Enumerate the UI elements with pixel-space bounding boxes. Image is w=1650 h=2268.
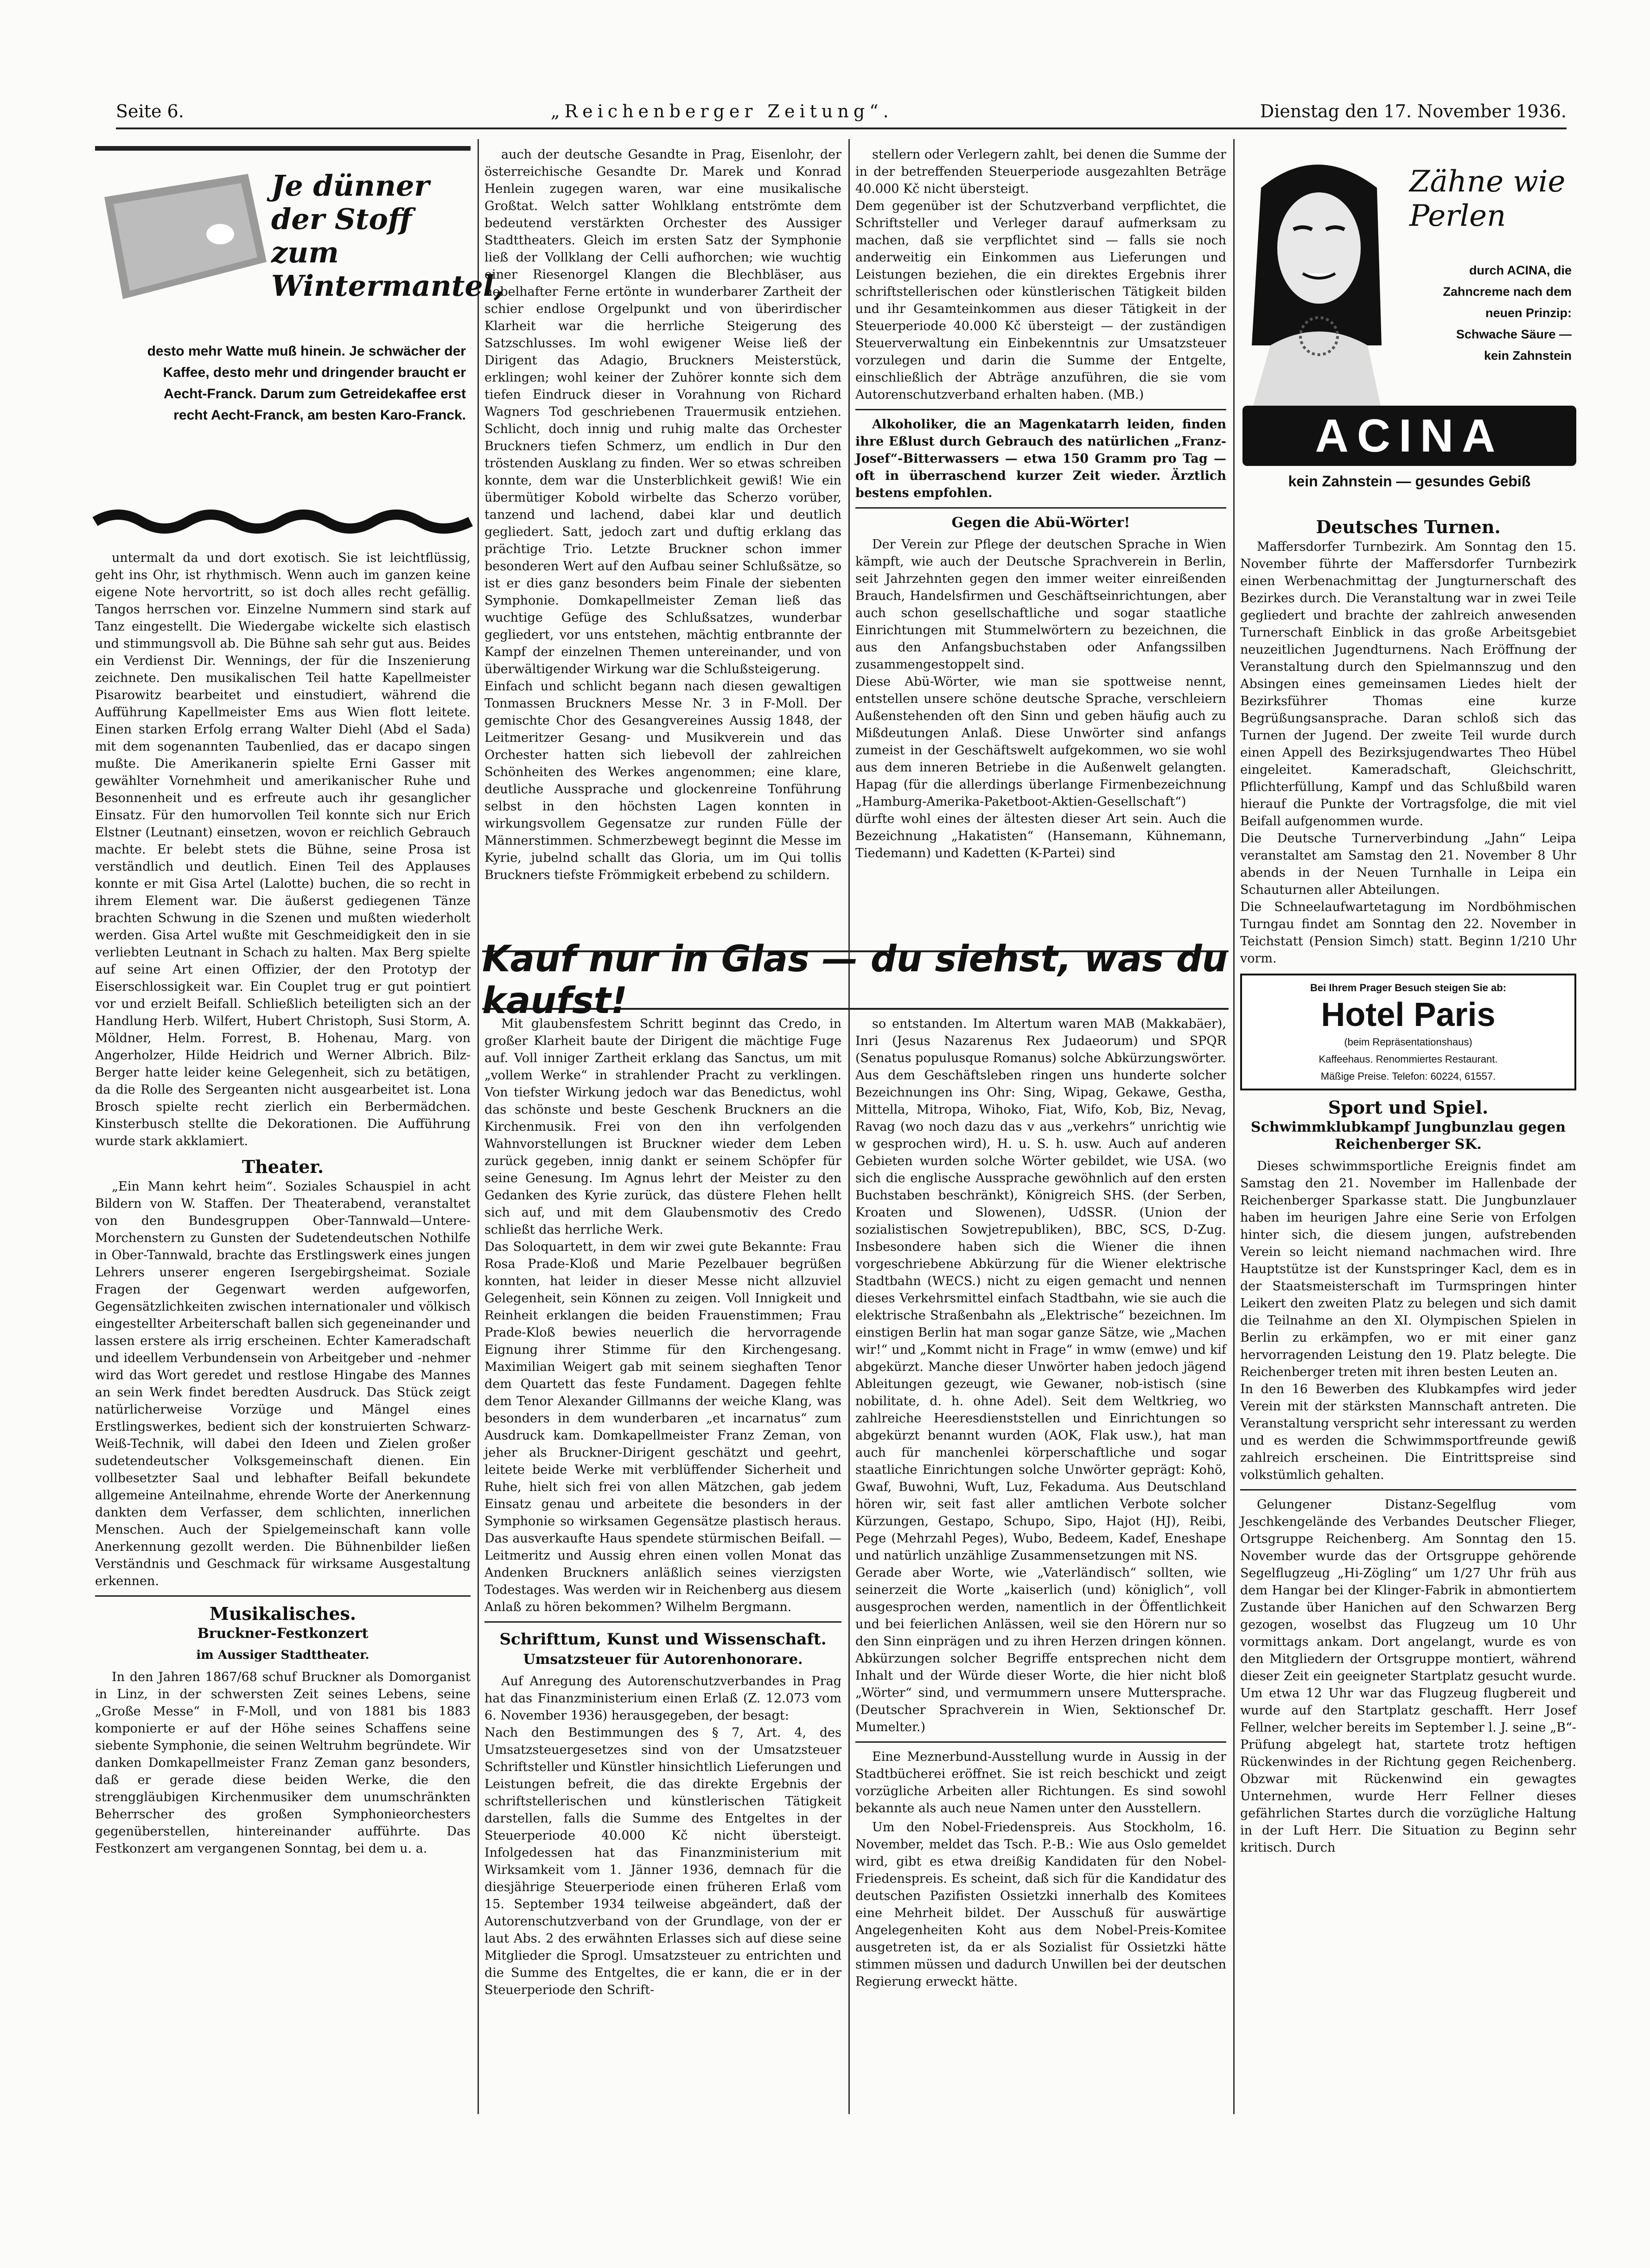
section-title-literature: Schrifttum, Kunst und Wissenschaft. xyxy=(499,1630,827,1649)
column-rule xyxy=(848,139,850,2114)
hotel-advertisement xyxy=(1240,974,1576,1090)
hotel-features: Kaffeehaus. Renommiertes Restaurant. xyxy=(1319,1053,1498,1065)
swimming-article: Dieses schwimmsportliche Ereignis findet am Samstag den 21. November im Hallenbade der Reichenberger Sparkasse statt. Die Jungbunzlauer haben im heurigen Jahre eine Serie von Erfolgen hinter sich, die diesem jungen, aufstrebenden Verein so leicht niemand nachmachen wird. Ihre Hauptstütze ist der Kunstspringer Kacl, dem es in der Staatsmeisterschaft im Turmspringen hinter Leikert den zweiten Platz zu belegen und sich damit die Teilnahme an den XI. Olympischen Spielen in Berlin zu erkämpfen, wo er mit einer ganz hervorragenden Leistung den 19. Platz belegte. Die Reichenberger treten mit ihren besten Leuten an. In den 16 Bewerben des Klubkampfes wird jeder Verein mit der stärksten Mannschaft antreten. Die Veranstaltung verspricht sehr interessant zu werden und es werden die Schwimmsportfreunde gewiß zahlreich erscheinen. Die Eintrittspreise sind volkstümlich gehalten. xyxy=(1240,1159,1576,1482)
nobel-notice: Um den Nobel-Friedenspreis. Aus Stockholm, 16. November, meldet das Tsch. P.-B.: Wie aus Oslo gemeldet wird, gibt es etwa dreißig Kandidaten für den Nobel-Friedenspreis. Es scheint, daß sich für die Kandidatur des deutschen Pazifisten Ossietzki innerhalb des Komitees eine Mehrheit bildet. Der Ausschuß für auswärtige Angelegenheiten Koht aus dem Nobel-Preis-Komitee ausgetreten ist, da er als Sozialist für Ossietzki hätte stimmen müssen und dadurch Unwillen bei der deutschen Regierung erweckt hätte. xyxy=(855,1820,1226,1989)
divider xyxy=(1240,1489,1576,1491)
column-4 xyxy=(1240,510,1576,2116)
hotel-ad-intro: Bei Ihrem Prager Besuch steigen Sie ab: xyxy=(1310,982,1507,994)
divider xyxy=(855,1741,1226,1743)
divider xyxy=(484,1621,841,1623)
acina-brand: ACINA xyxy=(1315,409,1504,462)
ad-headline: Je dünner der Stoff zum Wintermantel, xyxy=(271,169,504,303)
bruckner-article-start: In den Jahren 1867/68 schuf Bruckner als Domorganist in Linz, in der schwersten Zeit seines Lebens, seine „Große Messe“ in F-Moll, und von 1881 bis 1883 komponierte er auf der Höhe seines Schaffens seine siebente Symphonie, die seinen Weltruhm begründete. Wir danken Domkapellmeister Franz Zeman ganz besonders, daß er gerade diese beiden Werke, die den strenggläubigen Kirchenmusiker dem unumschränkten Beherrscher des großen Symphonieorchesters gegenüberstellen, hintereinander aufführte. Das Festkonzert am vergangenen Sonntag, bei dem u. a. xyxy=(95,1670,471,1856)
bruckner-article-continued: auch der deutsche Gesandte in Prag, Eisenlohr, der österreichische Gesandte Dr. Marek und Konrad Henlein zugegen waren, war eine musikalische Großtat. Welch satter Wohlklang entströmte dem bedeutend verstärkten Orchester des Aussiger Stadttheaters. Gleich im ersten Satz der Symphonie ließ der Vollklang der Celli aufhorchen; wie wuchtig einer Riesenorgel Klangen die Blechbläser, aus nebelhafter Ferne ertönte in wunderbarer Zartheit der schier endlose Orgelpunkt und von überirdischer Klarheit war die herrliche Steigerung des Satzschlusses. Im wohl ewigener Weise ließ der Dirigent das Adagio, Bruckners Meisterstück, erklingen; wohl keiner der Zuhörer konnte sich dem tiefen Eindruck dieser in Vorahnung von Richard Wagners Tod geschriebenen Trauermusik entziehen. Schlicht, doch innig und ruhig malte das Orchester Bruckners tiefen Schmerz, um endlich in Dur den tröstenden Ausklang zu finden. Wer so etwas schreiben konnte, dem war die Unsterblichkeit gewiß! Wie ein übermütiger Kobold wirbelte das Scherzo vorüber, tanzend und lachend, dabei klar und deutlich gegliedert. Satt, jedoch zart und duftig erklang das prächtige Trio. Letzte Bruckner schon immer besonderen Wert auf den Aufbau seiner Schlußsätze, so ist er dies ganz besonders beim Finale der siebenten Symphonie. Domkapellmeister Zeman ließ das wuchtige Gefüge des Schlußsatzes, wunderbar gegliedert, vor uns entstehen, mächtig entbrannte der Kampf der einzelnen Themen untereinander, und von überwältigender Wirkung war die Schlußsteigerung. Einfach und schlicht begann nach diesen gewaltigen Tonmassen Bruckners Messe Nr. 3 in F-Moll. Der gemischte Chor des Gesangvereines Aussig 1848, der Leitmeritzer Gesang- und Musikverein und das Orchester hatten sich liebevoll der zahlreichen Schönheiten des Werkes angenommen; eine klare, deutliche Aussprache und glockenreine Tonführung selbst in den höchsten Lagen konnten in wirkungsvollem Gegensatze zur runden Fülle der Männerstimmen. Schmerzbewegt beginnt die Messe im Kyrie, jubelnd schallt das Gloria, um im Qui tollis Bruckners tiefste Frömmigkeit erbebend zu schildern. xyxy=(484,147,841,882)
glider-article: Gelungener Distanz-Segelflug vom Jeschkengelände des Verbandes Deutscher Flieger, Ortsgruppe Reichenberg. Am Sonntag den 15. November wurde das der Ortsgruppe gehörende Segelflugzeug „Hi-Zögling“ um 1/27 Uhr früh aus dem Hangar bei der Klinger-Fabrik in abmontiertem Zustande über Hanichen auf den Schwarzen Berg gezogen, woselbst das Flugzeug um 10 Uhr vormittags ankam. Dort angelangt, wurde es von den Mitgliedern der Ortsgruppe montiert, während dieser Zeit ein geeigneter Startplatz gesucht wurde. Um etwa 12 Uhr war das Flugzeug flugbereit und wurde auf den Startplatz geschafft. Herr Josef Fellner, welcher bereits im September l. J. seine „B“-Prüfung abgelegt hat, startete trotz heftigen Rückenwindes in der Richtung gegen Reichenberg. Obzwar mit Rückenwind ein gewagtes Unternehmen, wurde Herr Fellner dieses gefährlichen Startes durch die vorzügliche Haltung in der Luft Herr. Die Situation zu Beginn sehr kritisch. Durch xyxy=(1240,1497,1576,1855)
ad-body: desto mehr Watte muß hinein. Je schwächer der Kaffee, desto mehr und dringender braucht er Aecht-Franck. Darum zum Getreidekaffee erst recht Aecht-Franck, am besten Karo-Franck. xyxy=(147,344,466,423)
divider xyxy=(855,409,1226,410)
page-number: Seite 6. xyxy=(116,101,184,121)
abbreviation-article-continued: so entstanden. Im Altertum waren MAB (Makkabäer), Inri (Jesus Nazarenus Rex Judaeorum) und SPQR (Senatus populusque Romanus) solche Abkürzungswörter. Aus dem Geschäftsleben ringen uns hunderte solcher Bezeichnungen ins Ohr: Sing, Wipag, Gekawe, Gestha, Mittella, Mitropa, Wihoko, Fiat, Wifo, Kob, Biz, Nevag, Ravag (wo noch dazu das v aus „verkehrs“ unrichtig wie w gesprochen wird), H. u. S. h. usw. Auch auf anderen Gebieten wurden solche Wörter gebildet, wie USA. (wo sich die englische Aussprache gewöhnlich auf den ersten Buchstaben beschränkt), Königreich SHS. (der Serben, Kroaten und Slowenen), UdSSR. (Union der sozialistischen Sowjetrepubliken), BBC, SCS, D-Zug. Insbesondere haben sich die Wiener die ihnen vorgeschriebene Abkürzung für die Wiener elektrische Stadtbahn (WECS.) nicht zu eigen gemacht und nennen dieses Verkehrsmittel einfach Stadtbahn, wie sie auch die elektrische Straßenbahn als „Elektrische“ bezeichnen. Im einstigen Berlin hat man sogar ganze Sätze, wie „Machen wir!“ und „Kommt nicht in Frage“ in wmw (emwe) und kif abgekürzt. Manche dieser Unwörter haben jedoch jägend Ableitungen gezeugt, wie Gewaner, nob-istisch (sine nobilitate, d. h. ohne Adel). Seit dem Weltkrieg, wo zahlreiche Heeresdienststellen und Einrichtungen so abgekürzt benannt wurden (AOK, Flak usw.), hat man auch für manchenlei körperschaftliche und sogar staatliche Einrichtungen solche Unwörter geprägt: Kohö, Gwaf, Buwohni, Wuft, Luz, Fekaduma. Aus Deutschland hören wir, seit fast aller amtlichen Verbote solcher Kürzungen, Gestapo, Schupo, Sipo, Hajot (HJ), Reibi, Pege (Mehrzahl Peges), Wubo, Bedeem, Kadef, Eneshape und natürlich unzählige Zusammensetzungen mit NS. Gerade aber Worte, wie „Vaterländisch“ sollten, wie seinerzeit die Worte „kaiserlich (und) königlich“, voll ausgesprochen werden, namentlich in der Öffentlichkeit und bei feierlichen Anlässen, weil sie den Hörern nur so den Sinn einprägen und zu ihren Herzen dringen können. Abkürzungen solcher Begriffe entsprechen nicht dem Inhalt und der Würde dieser Worte, die hier nicht bloß „Wörter“ sind, und vermummern unsere Muttersprache. (Deutscher Sprachverein in Wien, Sektionschef Dr. Mumelter.) xyxy=(855,1017,1226,1734)
bruckner-article-end: Mit glaubensfestem Schritt beginnt das Credo, in großer Klarheit baute der Dirigent die mächtige Fuge auf. Voll inniger Zartheit erklang das Sanctus, um mit „vollem Werke“ in strahlender Pracht zu verklingen. Von tiefster Wirkung jedoch war das Benedictus, wohl das schönste und beste Geschenk Bruckners an die Kirchenmusik. Frei von den ihn verfolgenden Wahnvorstellungen ist Bruckner wieder dem Leben zurück gegeben, innig dankt er seinem Schöpfer für seine Genesung. Im Agnus lehrt der Meister zu den Gedanken des Kyrie zurück, das düstere Flehen hellt sich auf, und mit dem Glaubensmotiv des Credo schließt das herrliche Werk. Das Soloquartett, in dem wir zwei gute Bekannte: Frau Rosa Prade-Kloß und Marie Pezelbauer begrüßen konnten, hat leider in dieser Messe nicht allzuviel Gelegenheit, sein Können zu zeigen. Voll Innigkeit und Reinheit erklangen die beiden Frauenstimmen; Frau Prade-Kloß bewies neuerlich die hervorragende Eignung ihrer Stimme für den Kirchengesang. Maximilian Weigert gab mit seinem sieghaften Tenor dem Quartett das feste Fundament. Dagegen fehlte dem Tenor Alexander Gillmanns der weiche Klang, was besonders in dem wunderbaren „et incarnatus“ zum Ausdruck kam. Domkapellmeister Franz Zeman, von jeher als Bruckner-Dirigent geschätzt und geehrt, leitete beide Werke mit verblüffender Sicherheit und Ruhe, hielt sich frei von allen Mätzchen, gab jedem Einsatz genau und arbeitete die besonders in der Symphonie so wirksamen Gegensätze plastisch heraus. Das ausverkaufte Haus spendete stürmischen Beifall. — Leitmeritz und Aussig ehren einen vollen Monat das Andenken Bruckners anläßlich seines vierzigsten Todestages. Was werden wir in Reichenberg aus diesem Anlaß zu hören bekommen? Wilhelm Bergmann. xyxy=(484,1017,841,1614)
hotel-location: (beim Repräsentationshaus) xyxy=(1344,1036,1472,1048)
column-rule xyxy=(1233,139,1235,2114)
tax-article-end: stellern oder Verlegern zahlt, bei denen die Summe der in der betreffenden Steuerperiode ausgezahlten Beträge 40.000 Kč nicht übersteigt. Dem gegenüber ist der Schutzverband verpflichtet, die Schriftsteller und Verleger darauf aufmerksam zu machen, daß sie verpflichtet sind — falls sie noch anderweitig ein Einkommen aus Lieferungen und Leistungen beziehen, die ein direktes Ergebnis ihrer schriftstellerischen oder künstlerischen Tätigkeit bilden und ihr Gesamteinkommen aus dieser Tätigkeit in der Steuerperiode 40.000 Kč übersteigt — der zuständigen Steuerverwaltung ein Einbekenntnis zur Umsatzsteuer vorzulegen und darin die Summe der Entgelte, einschließlich der Abträge anzuführen, die sie vom Autorenschutzverband erhalten haben. (MB.) xyxy=(855,147,1226,402)
acina-slogan: kein Zahnstein — gesundes Gebiß xyxy=(1288,473,1531,490)
article-subheadline: im Aussiger Stadttheater. xyxy=(196,1648,369,1662)
mineral-water-notice: Alkoholiker, die an Magenkatarrh leiden, finden ihre Eßlust durch Gebrauch des natürlichen „Franz-Josef“-Bitterwassers — etwa 150 Gramm pro Tag — oft in überraschend kurzer Zeit wieder. Ärztlich bestens empfohlen. xyxy=(855,417,1226,500)
newspaper-title: „Reichenberger Zeitung“. xyxy=(550,101,893,121)
column-3-lower xyxy=(855,1015,1226,2119)
divider xyxy=(95,1595,471,1597)
column-2-upper xyxy=(484,146,841,943)
section-title-sport: Sport und Spiel. xyxy=(1328,1097,1489,1118)
fabric-swatch-icon xyxy=(95,169,271,308)
acina-copy: durch ACINA, die Zahncreme nach dem neuen Prinzip: Schwache Säure — kein Zahnstein xyxy=(1443,263,1572,363)
exhibition-notice: Eine Meznerbund-Ausstellung wurde in Aussig in der Stadtbücherei eröffnet. Sie ist reich beschickt und zeigt vorzügliche Arbeiten aller Richtungen. Es sind sowohl bekannte als auch neue Namen unter den Ausstellern. xyxy=(855,1750,1226,1816)
article-headline: Umsatzsteuer für Autorenhonorare. xyxy=(523,1651,803,1668)
column-1 xyxy=(95,549,471,2116)
gymnastics-news: Maffersdorfer Turnbezirk. Am Sonntag den 15. November führte der Maffersdorfer Turnbezirk einen Werbenachmittag der Jungturnerschaft des Bezirkes durch. Die Veranstaltung war in zwei Teile gegliedert und brachte der zahlreich anwesenden Turnerschaft Einblick in das große Arbeitsgebiet neuzeitlichen Jugendturnens. Nach Eröffnung der Veranstaltung durch den Spielmannszug und den Absingen eines gemeinsamen Liedes hielt der Bezirksführer Thomas eine kurze Begrüßungsansprache. Daran schloß sich das Turnen der Jugend. Der zweite Teil wurde durch einen Appell des Bezirksjugendwartes Theo Hübel eingeleitet. Kameradschaft, Gleichschritt, Pflichterfüllung, Kampf und das Schlußbild waren hierauf die Punkte der Vortragsfolge, die mit viel Beifall aufgenommen wurde. Die Deutsche Turnerverbindung „Jahn“ Leipa veranstaltet am Samstag den 21. November 8 Uhr abends in der Neuen Turnhalle in Leipa ein Schauturnen aller Abteilungen. Die Schneelaufwartetagung im Nordböhmischen Turngau findet am Sonntag den 22. November in Teichstatt (Pension Simch) statt. Beginn 1/210 Uhr vorm. xyxy=(1240,540,1576,966)
section-title-music: Musikalisches. xyxy=(209,1603,357,1624)
hotel-prices: Mäßige Preise. Telefon: 60224, 61557. xyxy=(1320,1070,1496,1082)
article-headline: Bruckner-Festkonzert xyxy=(197,1625,369,1642)
column-rule xyxy=(478,139,479,2114)
article-headline: Gegen die Abü-Wörter! xyxy=(951,515,1130,531)
coffee-advertisement xyxy=(95,146,504,547)
divider xyxy=(855,507,1226,509)
abbreviation-article: Der Verein zur Pflege der deutschen Sprache in Wien kämpft, wie auch der Deutsche Sprachverein in Berlin, seit Jahrzehnten gegen den immer weiter einreißenden Brauch, Handelsfirmen und Geschäftseinrichtungen, aber auch schon gesellschaftliche und sogar staatliche Einrichtungen mit Stummelwörtern zu bezeichnen, die aus den Anfangsbuchstaben oder Anfangssilben zusammengestoppelt sind. Diese Abü-Wörter, wie man sie spottweise nennt, entstellen unsere schöne deutsche Sprache, verschleiern Außenstehenden oft den Sinn und geben häufig auch zu Mißdeutungen Anlaß. Diese Unwörter sind anfangs zumeist in der Geschäftswelt aufgekommen, wo sie wohl aus dem inneren Betriebe in die Außenwelt gelangten. Hapag (für die allerdings überlange Firmenbezeichnung „Hamburg-Amerika-Paketboot-Aktien-Gesellschaft“) dürfte wohl eines der ältesten dieser Art sein. Auch die Bezeichnung „Hakatisten“ (Hansemann, Kühnemann, Tiedemann) und Kadetten (K-Partei) sind xyxy=(855,537,1226,860)
page-header xyxy=(116,95,1567,129)
hotel-name: Hotel Paris xyxy=(1321,996,1496,1033)
section-title-gymnastics: Deutsches Turnen. xyxy=(1316,516,1501,537)
theater-review: „Ein Mann kehrt heim“. Soziales Schauspiel in acht Bildern von W. Staffen. Der Theaterabend, veranstaltet von den Bundesgruppen Ober-Tannwald—Untere-Morchenstern zu Gunsten der Sudetendeutschen Nothilfe in Ober-Tannwald, brachte das Erstlingswerk eines jungen Lehrers unserer engeren Isergebirgsheimat. Soziale Fragen der Gegenwart werden aufgeworfen, Gegensätzlichkeiten zwischen internationaler und völkisch eingestellter Arbeiterschaft ballen sich gegeneinander und lassen erstere als irrig erscheinen. Echter Kameradschaft und ideellem Verbundensein von Arbeitgeber und -nehmer wird das Wort geredet und restlose Hingabe des Mannes an sein Werk findet beredten Ausdruck. Das Stück zeigt natürlicherweise Vorzüge und Mängel eines Erstlingswerkes, bedient sich der konstruierten Schwarz-Weiß-Technik, will dabei den Ideen und Zielen großer sudetendeutscher Volksgemeinschaft dienen. Ein vollbesetzter Saal und lebhafter Beifall bekundete allgemeine Anteilnahme, ehrende Worte der Anerkennung dankten dem Verfasser, dem schlichten, innerlichen Menschen. Auch der Spielgemeinschaft kann volle Anerkennung gezollt werden. Die Bühnenbilder ließen Verständnis und Geschmack für wirksame Ausgestaltung erkennen. xyxy=(95,1179,471,1588)
acina-tube xyxy=(1242,406,1576,466)
column-2-lower xyxy=(484,1015,841,2119)
issue-date: Dienstag den 17. November 1936. xyxy=(1260,101,1567,121)
article-headline: Schwimmklubkampf Jungbunzlau gegen Reichenberger SK. xyxy=(1250,1119,1566,1153)
woman-portrait-icon xyxy=(1242,151,1391,410)
acina-headline: Zähne wie Perlen xyxy=(1409,165,1566,233)
operetta-review: untermalt da und dort exotisch. Sie ist leichtflüssig, geht ins Ohr, ist rhythmisch. Wenn auch im ganzen keine eigene Note hervortritt, so ist doch alles recht gefällig. Tangos herrschen vor. Einzelne Nummern sind stark auf Tanz eingestellt. Die Wiedergabe wickelte sich elastisch und stimmungsvoll ab. Die Bühne sah sehr gut aus. Beides ein Verdienst Dir. Wennings, der für die Inszenierung zeichnete. Den musikalischen Teil hatte Kapellmeister Pisarowitz bearbeitet und einstudiert, während die Aufführung Kapellmeister Ems aus Wien flott leitete. Einen starken Erfolg errang Walter Diehl (Abd el Sada) mit dem sogenannten Taubenlied, das er dacapo singen mußte. Die Amerikanerin spielte Erni Gasser mit gewählter Vornehmheit und amerikanischer Ruhe und Besonnenheit und es erfreute auch ihr gesanglicher Einsatz. Für den humorvollen Teil konnte sich nur Erich Elstner (Leutnant) einsetzen, wovon er reichlich Gebrauch machte. Er belebt stets die Bühne, seine Prosa ist verständlich und deutlich. Einen Teil des Applauses konnte er mit Gisa Artel (Lalotte) buchen, die so recht in ihrem Element war. Die äußerst gediegenen Tänze brachten Schwung in die Szenen und mußten wiederholt werden. Gisa Artel wußte mit Geschmeidigkeit den in sie verliebten Leutnant in Schach zu halten. Max Berg spielte auf seine Art einen Offizier, der den Prototyp der Eiserschlossigkeit war. Ein Couplet trug er gut pointiert vor und erzielt Beifall. Schließlich beteiligten sich an der Handlung Herb. Wilfert, Hubert Christoph, Susi Storm, A. Möldner, Helm. Forrest, B. Hohenau, Marg. von Angerholzer, Hilde Heidrich und Werner Albrich. Bilz-Berger hatte leider keine Gelegenheit, sich zu betätigen, da die Rolle des Sergeanten nicht ausgearbeitet ist. Lona Brosch spielte recht zierlich ein Berbermädchen. Kinsterbusch stellte die Dekorationen. Die Aufführung wurde stark akklamiert. xyxy=(95,551,471,1148)
column-3-upper xyxy=(855,146,1226,943)
acina-advertisement xyxy=(1242,146,1576,503)
glass-advertisement-banner: Kauf nur in Glas — du siehst, was du kaufst! xyxy=(482,938,1228,1022)
wave-divider xyxy=(95,508,471,535)
section-title-theater: Theater. xyxy=(242,1156,324,1177)
tax-article-start: Auf Anregung des Autorenschutzverbandes in Prag hat das Finanzministerium einen Erlaß (Z. 12.073 vom 6. November 1936) herausgegeben, der besagt: Nach den Bestimmungen des § 7, Art. 4, des Umsatzsteuergesetzes sind von der Umsatzsteuer Schriftsteller und Künstler hinsichtlich Lieferungen und Leistungen befreit, die das direkte Ergebnis der schriftstellerischen und künstlerischen Tätigkeit darstellen, falls die Summe des Entgeltes in der Steuerperiode 40.000 Kč nicht übersteigt. Infolgedessen hat das Finanzministerium mit Wirksamkeit vom 1. Jänner 1936, demnach für die diesjährige Steuerperiode einen früheren Erlaß vom 15. September 1934 teilweise abgeändert, daß der Autorenschutzverband von der Grundlage, von der er laut Abs. 2 des erwähnten Erlasses sich auf diese seine Mitglieder die Sprogl. Umsatzsteuer zu entrichten und die Summe des Entgeltes, die er kann, die er in der Steuerperiode den Schrift- xyxy=(484,1674,841,1997)
